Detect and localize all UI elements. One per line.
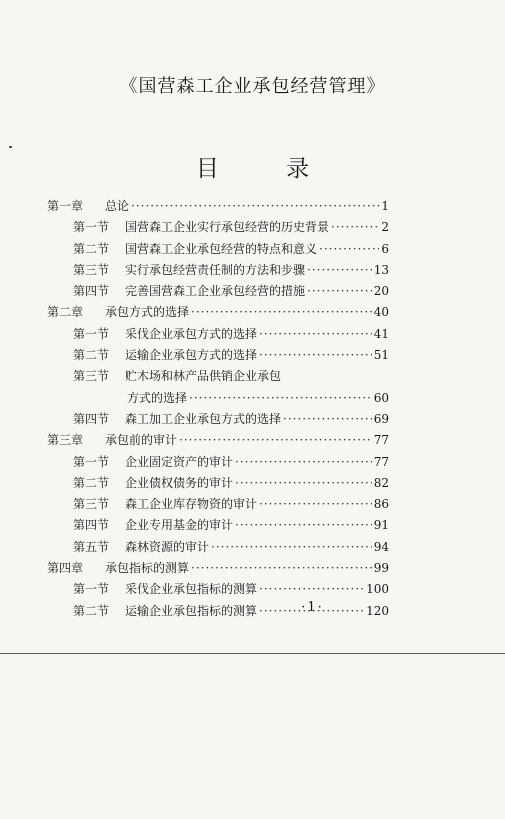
dot-leader bbox=[189, 391, 372, 405]
toc-entry-number: 第一节 bbox=[73, 582, 110, 597]
toc-entry-label bbox=[73, 495, 257, 512]
toc-section-entry bbox=[47, 218, 389, 239]
dot-leader bbox=[259, 327, 372, 341]
toc-entry-label bbox=[47, 197, 129, 214]
toc-section-entry bbox=[47, 410, 389, 431]
toc-entry-page: 94 bbox=[373, 539, 389, 554]
toc-entry-number: 第一节 bbox=[73, 220, 110, 235]
toc-entry-number: 第四节 bbox=[73, 284, 110, 299]
dot-leader bbox=[235, 518, 372, 532]
toc-entry-number: 第三节 bbox=[73, 262, 110, 277]
toc-entry-page: 77 bbox=[373, 433, 389, 448]
toc-entry-label bbox=[47, 431, 177, 448]
toc-entry-label bbox=[73, 367, 281, 384]
toc-entry-title: 承包指标的测算 bbox=[105, 561, 190, 576]
toc-entry-title: 完善国营森工企业承包经营的措施 bbox=[125, 284, 306, 299]
toc-entry-page: 6 bbox=[381, 241, 389, 256]
toc-entry-page: 120 bbox=[366, 603, 389, 618]
toc-entry-page: 100 bbox=[366, 582, 389, 597]
dot-leader bbox=[307, 284, 372, 298]
toc-entry-title: 采伐企业承包方式的选择 bbox=[125, 326, 258, 341]
page-number: ·1· bbox=[301, 600, 324, 615]
toc-entry-number: 第一节 bbox=[73, 326, 110, 341]
toc-entry-label bbox=[73, 282, 305, 299]
toc-entry-number: 第二章 bbox=[47, 305, 84, 320]
toc-entry-page: 1 bbox=[381, 199, 389, 213]
toc-chapter-entry bbox=[47, 303, 389, 324]
toc-entry-page: 82 bbox=[373, 475, 389, 490]
toc-entry-label bbox=[47, 303, 189, 320]
toc-entry-number: 第五节 bbox=[73, 539, 110, 554]
toc-section-entry bbox=[47, 474, 389, 495]
toc-entry-number: 第二节 bbox=[73, 241, 110, 256]
dot-leader bbox=[191, 561, 372, 575]
dot-leader bbox=[211, 540, 372, 554]
toc-chapter-entry bbox=[47, 197, 389, 218]
toc-entry-label bbox=[73, 453, 233, 470]
toc-section-entry bbox=[47, 282, 389, 303]
toc-entry-page: 41 bbox=[373, 326, 389, 341]
toc-section-entry bbox=[47, 495, 389, 516]
dot-leader bbox=[191, 305, 372, 319]
toc-entry-label bbox=[73, 346, 257, 363]
toc-entry-number: 第二节 bbox=[73, 348, 110, 363]
toc-section-entry bbox=[47, 325, 389, 346]
dot-leader bbox=[235, 455, 372, 469]
toc-entry-number: 第四节 bbox=[73, 411, 110, 426]
toc-entry-number: 第三节 bbox=[73, 497, 110, 512]
toc-entry-page: 60 bbox=[373, 390, 389, 405]
toc-chapter-entry bbox=[47, 431, 389, 452]
toc-entry-label bbox=[73, 218, 329, 235]
toc-section-entry bbox=[47, 516, 389, 537]
toc-entry-title: 方式的选择 bbox=[127, 390, 188, 405]
toc-entry-page: 69 bbox=[373, 411, 389, 426]
toc-entry-title: 采伐企业承包指标的测算 bbox=[125, 582, 258, 597]
toc-entry-label bbox=[73, 261, 305, 278]
toc-entry-label bbox=[73, 538, 209, 555]
toc-entry-title: 国营森工企业实行承包经营的历史背景 bbox=[125, 220, 330, 235]
dot-leader bbox=[179, 433, 372, 447]
toc-entry-title: 实行承包经营责任制的方法和步骤 bbox=[125, 262, 306, 277]
toc-entry-label bbox=[73, 580, 257, 597]
toc-entry-title: 总论 bbox=[105, 199, 130, 213]
dot-leader bbox=[259, 582, 364, 596]
toc-section-entry bbox=[47, 538, 389, 559]
toc-entry-page: 99 bbox=[373, 561, 389, 576]
toc-section-entry bbox=[47, 389, 389, 410]
toc-entry-number: 第四节 bbox=[73, 518, 110, 533]
toc-entry-title: 贮木场和林产品供销企业承包 bbox=[125, 369, 282, 384]
bottom-divider bbox=[0, 653, 505, 654]
toc-entry-label bbox=[73, 516, 233, 533]
toc-entry-label bbox=[73, 240, 317, 257]
toc-entry-label bbox=[73, 325, 257, 342]
toc-entry-label bbox=[73, 410, 281, 427]
toc-entry-title: 森工企业库存物资的审计 bbox=[125, 497, 258, 512]
toc-section-entry bbox=[47, 580, 389, 601]
toc-entry-title: 运输企业承包指标的测算 bbox=[125, 603, 258, 618]
toc-section-entry bbox=[47, 240, 389, 261]
dot-leader bbox=[331, 220, 379, 234]
dot-leader bbox=[235, 476, 372, 490]
toc-entry-page: 40 bbox=[373, 305, 389, 320]
toc-entry-number: 第一节 bbox=[73, 454, 110, 469]
toc-entry-page: 20 bbox=[373, 284, 389, 299]
dot-leader bbox=[259, 348, 372, 362]
toc-entry-page: 2 bbox=[381, 220, 389, 235]
toc-section-entry bbox=[47, 261, 389, 282]
toc-entry-label bbox=[73, 474, 233, 491]
toc-entry-number: 第三节 bbox=[73, 369, 110, 384]
dot-leader bbox=[283, 412, 372, 426]
toc-entry-number: 第三章 bbox=[47, 433, 84, 448]
toc-entry-title: 承包方式的选择 bbox=[105, 305, 190, 320]
toc-entry-title: 运输企业承包方式的选择 bbox=[125, 348, 258, 363]
dot-leader bbox=[307, 263, 372, 277]
toc-entry-page: 91 bbox=[373, 518, 389, 533]
toc-entry-title: 森林资源的审计 bbox=[125, 539, 210, 554]
toc-entry-page: 86 bbox=[373, 497, 389, 512]
toc-entry-page: 13 bbox=[373, 262, 389, 277]
dot-leader bbox=[319, 242, 379, 256]
toc-entry-page: 77 bbox=[373, 454, 389, 469]
toc-entry-number: 第二节 bbox=[73, 603, 110, 618]
toc-entry-title: 企业债权债务的审计 bbox=[125, 475, 234, 490]
toc-entry-label bbox=[47, 559, 189, 576]
toc-entry-title: 企业专用基金的审计 bbox=[125, 518, 234, 533]
table-of-contents bbox=[47, 197, 389, 623]
toc-entry-title: 森工加工企业承包方式的选择 bbox=[125, 411, 282, 426]
toc-section-entry bbox=[47, 367, 389, 388]
toc-heading: 目 录 bbox=[195, 156, 340, 182]
toc-entry-number: 第二节 bbox=[73, 475, 110, 490]
toc-entry-number: 第四章 bbox=[47, 561, 84, 576]
toc-section-entry bbox=[47, 346, 389, 367]
toc-entry-page: 51 bbox=[373, 348, 389, 363]
dot-leader bbox=[259, 497, 372, 511]
toc-section-entry bbox=[47, 453, 389, 474]
toc-entry-title: 承包前的审计 bbox=[105, 433, 178, 448]
toc-entry-number: 第一章 bbox=[47, 199, 84, 213]
scan-speck bbox=[9, 146, 12, 148]
toc-entry-label bbox=[127, 389, 187, 406]
book-title: 《国营森工企业承包经营管理》 bbox=[119, 76, 386, 97]
toc-entry-title: 企业固定资产的审计 bbox=[125, 454, 234, 469]
toc-chapter-entry bbox=[47, 559, 389, 580]
toc-entry-title: 国营森工企业承包经营的特点和意义 bbox=[125, 241, 318, 256]
dot-leader bbox=[131, 199, 379, 213]
